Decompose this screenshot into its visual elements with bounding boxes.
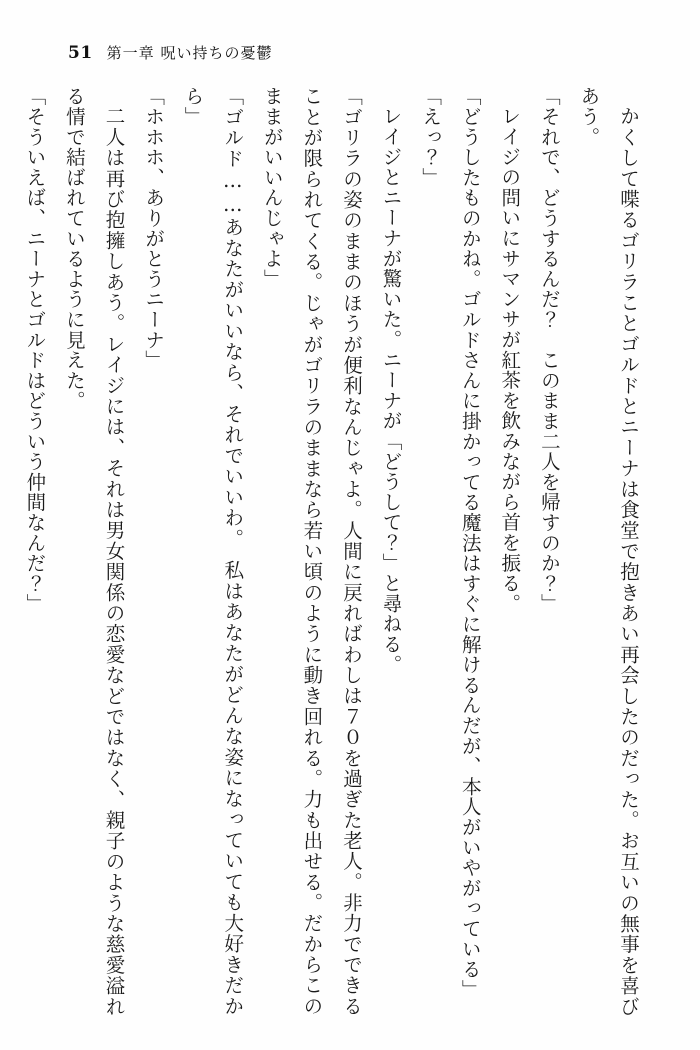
vertical-text-block	[23, 86, 648, 1016]
paragraph: 「そういえば、ニーナとゴルドはどういう仲間なんだ？」	[23, 86, 47, 614]
paragraph: 「どうしたものかね。ゴルドさんに掛かってる魔法はすぐに解けるんだが、本人がいやがっている」	[458, 86, 482, 1000]
page-number: 51	[68, 43, 93, 63]
paragraph: 二人は再び抱擁しあう。レイジには、それは男女関係の恋愛などではなく、親子のような慈愛溢れる情で結ばれているように見えた。	[62, 86, 126, 1016]
chapter-running-head: 第一章 呪い持ちの憂鬱	[106, 44, 273, 62]
paragraph: 「それで、どうするんだ？ このまま二人を帰すのか？」	[537, 86, 561, 614]
paragraph: 「ゴルド……あなたがいいなら、それでいいわ。 私はあなたがどんな姿になっていても大好きだから」	[181, 86, 245, 1016]
paragraph: 「えっ？」	[419, 86, 443, 188]
page-header	[68, 42, 272, 63]
paragraph: 「ホホホ、ありがとうニーナ」	[142, 86, 166, 371]
paragraph: レイジとニーナが驚いた。ニーナが「どうして？」と尋ねる。	[379, 105, 403, 674]
paragraph: レイジの問いにサマンサが紅茶を飲みながら首を振る。	[498, 105, 522, 613]
body-text-region	[23, 86, 648, 1016]
paragraph: 「ゴリラの姿のままのほうが便利なんじゃよ。人間に戻ればわしは７０を過ぎた老人。非力でできることが限られてくる。じゃがゴリラのままなら若い頃のように動き回れる。力も出せる。だからこのままがいいんじゃよ」	[260, 86, 363, 1016]
paragraph: かくして喋るゴリラことゴルドとニーナは食堂で抱きあい再会したのだった。お互いの無事を喜びあう。	[577, 86, 640, 1016]
